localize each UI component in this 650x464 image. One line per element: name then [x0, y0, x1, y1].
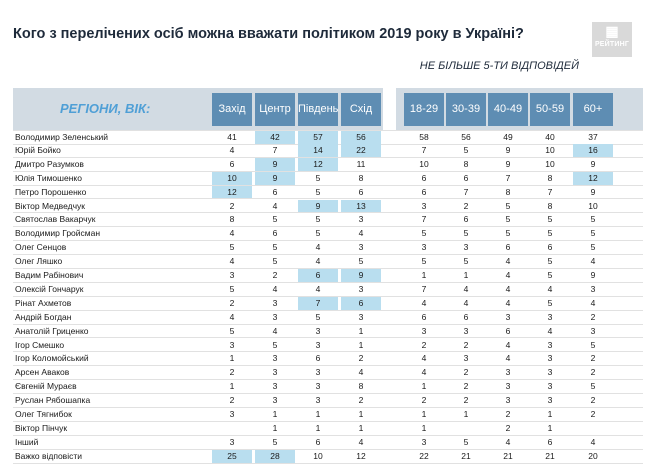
- table-cell: 1: [547, 409, 553, 419]
- table-row: [13, 436, 643, 450]
- table-cell: 8: [547, 172, 553, 183]
- table-cell: 5: [547, 228, 553, 239]
- table-cell: 3: [421, 325, 427, 336]
- table-row: [13, 408, 643, 422]
- row-name: Олег Сенцов: [15, 242, 67, 253]
- table-cell: 3: [229, 270, 235, 280]
- column-header: Захід: [212, 93, 252, 126]
- table-row: [13, 325, 643, 339]
- table-cell: 4: [229, 228, 235, 239]
- table-cell: 5: [229, 325, 235, 336]
- table-cell: 22: [419, 450, 429, 461]
- table-cell: 10: [419, 158, 429, 169]
- table-cell: 9: [590, 186, 596, 197]
- header-band-gap: [383, 88, 396, 130]
- table-cell: 2: [590, 395, 596, 406]
- row-name: Олег Ляшко: [15, 256, 63, 267]
- table-cell: 3: [547, 311, 553, 322]
- table-cell: 3: [590, 325, 596, 336]
- table-cell: 6: [358, 186, 364, 197]
- table-cell: 12: [212, 186, 252, 199]
- column-header: 30-39: [446, 93, 486, 126]
- table-cell: 4: [358, 436, 364, 447]
- table-cell: 6: [463, 214, 469, 225]
- row-name: Петро Порошенко: [15, 186, 87, 197]
- table-cell: 2: [590, 367, 596, 378]
- table-cell: 5: [229, 283, 235, 294]
- table-cell: 6: [547, 436, 553, 447]
- table-cell: 9: [255, 172, 295, 185]
- table-cell: 4: [421, 297, 427, 308]
- table-cell: 1: [421, 422, 427, 433]
- table-cell: 5: [463, 144, 469, 155]
- table-cell: 3: [272, 297, 278, 308]
- table-cell: 3: [358, 242, 364, 253]
- table-cell: 5: [421, 256, 427, 267]
- table-cell: 40: [545, 132, 555, 142]
- table-cell: 3: [315, 325, 321, 336]
- table-cell: 4: [358, 228, 364, 239]
- logo-label: РЕЙТИНГ: [594, 41, 630, 48]
- table-cell: 3: [505, 367, 511, 378]
- table-cell: 3: [547, 353, 553, 364]
- table-row: [13, 352, 643, 366]
- table-cell: 5: [463, 228, 469, 239]
- table-row: [13, 241, 643, 255]
- row-name: Андрій Богдан: [15, 311, 72, 322]
- table-cell: 2: [463, 367, 469, 378]
- table-cell: 2: [590, 311, 596, 322]
- table-cell: 3: [463, 242, 469, 253]
- table-cell: 21: [503, 450, 513, 461]
- table-cell: 3: [272, 353, 278, 364]
- table-row: [13, 130, 643, 145]
- table-cell: 10: [588, 200, 598, 211]
- table-cell: 12: [298, 158, 338, 171]
- table-row: [13, 227, 643, 241]
- table-cell: 2: [229, 297, 235, 308]
- row-name: Ігор Коломойський: [15, 353, 89, 364]
- table-cell: 1: [421, 409, 427, 419]
- table-cell: 12: [356, 450, 366, 461]
- table-cell: 4: [272, 325, 278, 336]
- table-cell: 4: [272, 200, 278, 211]
- table-cell: 2: [272, 270, 278, 280]
- table-cell: 5: [315, 228, 321, 239]
- table-cell: 6: [421, 172, 427, 183]
- table-cell: 5: [229, 242, 235, 253]
- table-cell: 3: [547, 395, 553, 406]
- table-cell: 5: [315, 186, 321, 197]
- table-cell: 10: [313, 450, 323, 461]
- table-cell: 6: [463, 172, 469, 183]
- table-cell: 3: [421, 200, 427, 211]
- table-row: [13, 380, 643, 394]
- table-cell: 5: [590, 242, 596, 253]
- table-cell: 3: [315, 339, 321, 350]
- table-cell: 7: [298, 297, 338, 310]
- table-cell: 3: [315, 381, 321, 392]
- table-cell: 13: [341, 200, 381, 213]
- table-cell: 22: [341, 144, 381, 157]
- table-cell: 5: [358, 256, 364, 267]
- rating-logo: [592, 22, 632, 57]
- table-cell: 2: [358, 395, 364, 406]
- table-cell: [573, 422, 613, 435]
- table-cell: 4: [505, 353, 511, 364]
- table-cell: 7: [547, 186, 553, 197]
- table-cell: 6: [421, 186, 427, 197]
- column-header: Центр: [255, 93, 295, 126]
- row-name: Віктор Медведчук: [15, 200, 85, 211]
- table-cell: 1: [315, 422, 321, 433]
- table-row: [13, 450, 643, 464]
- table-cell: 3: [547, 367, 553, 378]
- table-cell: 6: [547, 242, 553, 253]
- table-cell: 3: [590, 283, 596, 294]
- table-cell: 3: [547, 339, 553, 350]
- table-cell: 5: [272, 214, 278, 225]
- table-cell: 4: [505, 256, 511, 267]
- row-name: Олексій Гончарук: [15, 283, 84, 294]
- table-cell: 7: [421, 214, 427, 225]
- table-cell: 6: [272, 228, 278, 239]
- table-cell: 4: [229, 144, 235, 155]
- table-cell: 5: [547, 256, 553, 267]
- table-cell: 3: [272, 367, 278, 378]
- table-cell: 2: [421, 395, 427, 406]
- table-row: [13, 394, 643, 408]
- table-cell: 58: [419, 132, 429, 142]
- table-cell: 4: [505, 283, 511, 294]
- table-cell: 5: [505, 214, 511, 225]
- logo-mark-icon: ▦: [605, 23, 619, 39]
- table-cell: 9: [255, 158, 295, 171]
- table-cell: 2: [590, 409, 596, 419]
- table-cell: 1: [358, 339, 364, 350]
- table-row: [13, 366, 643, 380]
- table-cell: 1: [229, 353, 235, 364]
- table-cell: 5: [272, 436, 278, 447]
- table-cell: 5: [272, 339, 278, 350]
- table-row: [13, 255, 643, 269]
- table-row: [13, 158, 643, 172]
- table-row: [13, 422, 643, 436]
- table-cell: 25: [212, 450, 252, 463]
- table-cell: 11: [356, 158, 366, 169]
- table-cell: 1: [315, 409, 321, 419]
- table-cell: 4: [315, 256, 321, 267]
- table-cell: 6: [341, 297, 381, 310]
- table-cell: 3: [421, 436, 427, 447]
- table-cell: 2: [505, 422, 511, 433]
- table-cell: 5: [463, 256, 469, 267]
- table-cell: 16: [573, 144, 613, 157]
- table-cell: 5: [547, 214, 553, 225]
- table-cell: 1: [272, 409, 278, 419]
- table-cell: 6: [463, 311, 469, 322]
- table-cell: 4: [505, 436, 511, 447]
- table-cell: 28: [255, 450, 295, 463]
- table-cell: 10: [545, 144, 555, 155]
- chart-subtitle: НЕ БІЛЬШЕ 5-ТИ ВІДПОВІДЕЙ: [419, 60, 579, 72]
- table-cell: 5: [547, 297, 553, 308]
- column-header: 18-29: [404, 93, 444, 126]
- table-cell: 10: [212, 172, 252, 185]
- table-cell: 4: [505, 270, 511, 280]
- table-cell: 2: [463, 395, 469, 406]
- table-cell: 4: [547, 283, 553, 294]
- table-cell: 5: [590, 228, 596, 239]
- table-cell: 6: [229, 158, 235, 169]
- row-name: Володимир Гройсман: [15, 228, 101, 239]
- table-cell: 7: [463, 186, 469, 197]
- table-cell: 1: [358, 325, 364, 336]
- table-cell: 3: [358, 283, 364, 294]
- table-cell: 3: [229, 409, 235, 419]
- row-name: Юрій Бойко: [15, 144, 61, 155]
- column-header: 60+: [573, 93, 613, 126]
- table-cell: 8: [547, 200, 553, 211]
- table-cell: 57: [298, 131, 338, 144]
- row-name: Віктор Пінчук: [15, 422, 68, 433]
- table-cell: 4: [463, 283, 469, 294]
- column-header: Південь: [298, 93, 338, 126]
- table-cell: 3: [505, 311, 511, 322]
- table-cell: 4: [463, 297, 469, 308]
- table-cell: 56: [341, 131, 381, 144]
- table-cell: 2: [463, 339, 469, 350]
- table-cell: 2: [229, 367, 235, 378]
- table-cell: 1: [547, 422, 553, 433]
- column-header: 50-59: [530, 93, 570, 126]
- table-row: [13, 311, 643, 325]
- row-name: Руслан Рябошапка: [15, 395, 91, 406]
- row-name: Володимир Зеленський: [15, 132, 109, 142]
- table-cell: 4: [590, 297, 596, 308]
- table-cell: 4: [547, 325, 553, 336]
- table-cell: 3: [229, 436, 235, 447]
- row-name: Юлія Тимошенко: [15, 172, 82, 183]
- row-name: Олег Тягнибок: [15, 409, 72, 419]
- row-name: Дмитро Разумков: [15, 158, 84, 169]
- row-name: Ігор Смешко: [15, 339, 65, 350]
- table-cell: 2: [229, 200, 235, 211]
- row-name: Євгеній Мураєв: [15, 381, 77, 392]
- table-cell: 4: [421, 353, 427, 364]
- table-cell: 10: [545, 158, 555, 169]
- table-cell: 1: [421, 381, 427, 392]
- table-cell: 5: [463, 436, 469, 447]
- table-cell: 3: [463, 325, 469, 336]
- table-cell: 6: [315, 353, 321, 364]
- table-cell: 5: [590, 381, 596, 392]
- table-cell: 3: [463, 353, 469, 364]
- table-cell: 2: [421, 339, 427, 350]
- table-cell: 9: [341, 269, 381, 282]
- table-cell: 2: [463, 381, 469, 392]
- table-cell: 5: [505, 200, 511, 211]
- table-cell: 12: [573, 172, 613, 185]
- table-cell: 5: [272, 242, 278, 253]
- table-row: [13, 339, 643, 353]
- row-name: Святослав Вакарчук: [15, 214, 96, 225]
- table-cell: 3: [505, 381, 511, 392]
- table-cell: 7: [272, 144, 278, 155]
- table-cell: 1: [272, 422, 278, 433]
- chart-title: Кого з перелічених осіб можна вважати політиком 2019 року в Україні?: [13, 26, 524, 42]
- table-cell: 37: [588, 132, 598, 142]
- table-cell: 42: [255, 131, 295, 144]
- table-cell: 8: [463, 158, 469, 169]
- table-cell: 4: [505, 297, 511, 308]
- table-cell: 2: [590, 353, 596, 364]
- table-cell: 8: [505, 186, 511, 197]
- table-cell: 8: [229, 214, 235, 225]
- table-cell: 3: [421, 242, 427, 253]
- table-cell: 4: [590, 436, 596, 447]
- table-cell: 3: [358, 214, 364, 225]
- table-cell: 1: [358, 409, 364, 419]
- row-name: Анатолій Гриценко: [15, 325, 89, 336]
- row-header-label: РЕГІОНИ, ВІК:: [60, 101, 151, 116]
- table-cell: 9: [298, 200, 338, 213]
- table-cell: 9: [505, 158, 511, 169]
- row-name: Арсен Аваков: [15, 367, 70, 378]
- table-cell: 2: [505, 409, 511, 419]
- row-name: Вадим Рабінович: [15, 270, 84, 280]
- table-cell: 56: [461, 132, 471, 142]
- table-cell: 9: [590, 270, 596, 280]
- table-cell: 5: [547, 270, 553, 280]
- table-cell: 3: [229, 339, 235, 350]
- table-cell: 1: [229, 381, 235, 392]
- table-row: [13, 269, 643, 283]
- table-cell: 5: [421, 228, 427, 239]
- table-cell: 1: [421, 270, 427, 280]
- table-cell: 9: [505, 144, 511, 155]
- table-cell: 4: [421, 367, 427, 378]
- table-cell: 6: [505, 242, 511, 253]
- table-cell: 4: [229, 256, 235, 267]
- table-cell: [212, 422, 252, 435]
- table-cell: 6: [505, 325, 511, 336]
- table-cell: 4: [358, 367, 364, 378]
- table-cell: 7: [421, 283, 427, 294]
- table-row: [13, 283, 643, 297]
- table-cell: 6: [298, 269, 338, 282]
- table-cell: 21: [461, 450, 471, 461]
- table-cell: 4: [590, 256, 596, 267]
- table-cell: 5: [315, 172, 321, 183]
- table-cell: 4: [505, 339, 511, 350]
- table-cell: 3: [505, 395, 511, 406]
- table-cell: 4: [315, 283, 321, 294]
- table-row: [13, 297, 643, 311]
- table-cell: 6: [272, 186, 278, 197]
- table-cell: 9: [590, 158, 596, 169]
- table-row: [13, 186, 643, 200]
- table-cell: 2: [463, 200, 469, 211]
- table-cell: 3: [272, 311, 278, 322]
- table-cell: 8: [358, 381, 364, 392]
- row-name: Інший: [15, 436, 39, 447]
- table-row: [13, 172, 643, 186]
- table-cell: 20: [588, 450, 598, 461]
- table-row: [13, 144, 643, 158]
- table-cell: 6: [315, 436, 321, 447]
- table-cell: [446, 422, 486, 435]
- table-cell: 21: [545, 450, 555, 461]
- table-cell: 4: [315, 242, 321, 253]
- table-cell: 3: [272, 381, 278, 392]
- table-cell: 14: [298, 144, 338, 157]
- table-cell: 3: [315, 367, 321, 378]
- table-cell: 5: [272, 256, 278, 267]
- column-header: Схід: [341, 93, 381, 126]
- table-cell: 49: [503, 132, 513, 142]
- table-cell: 5: [505, 228, 511, 239]
- table-cell: 5: [315, 311, 321, 322]
- table-row: [13, 200, 643, 214]
- table-cell: 3: [272, 395, 278, 406]
- table-cell: 2: [229, 395, 235, 406]
- table-cell: 4: [272, 283, 278, 294]
- table-cell: 3: [358, 311, 364, 322]
- table-cell: 1: [358, 422, 364, 433]
- table-cell: 6: [421, 311, 427, 322]
- table-cell: 5: [590, 214, 596, 225]
- table-cell: 41: [227, 132, 237, 142]
- table-cell: 3: [315, 395, 321, 406]
- table-cell: 7: [505, 172, 511, 183]
- table-cell: 5: [315, 214, 321, 225]
- table-cell: 5: [590, 339, 596, 350]
- row-name: Важко відповісти: [15, 450, 82, 461]
- row-name: Рінат Ахметов: [15, 297, 72, 308]
- table-row: [13, 213, 643, 227]
- table-cell: 2: [358, 353, 364, 364]
- column-header: 40-49: [488, 93, 528, 126]
- table-cell: 7: [421, 144, 427, 155]
- table-cell: 1: [463, 409, 469, 419]
- table-cell: 8: [358, 172, 364, 183]
- table-cell: 3: [547, 381, 553, 392]
- table-cell: 1: [463, 270, 469, 280]
- table-cell: 4: [229, 311, 235, 322]
